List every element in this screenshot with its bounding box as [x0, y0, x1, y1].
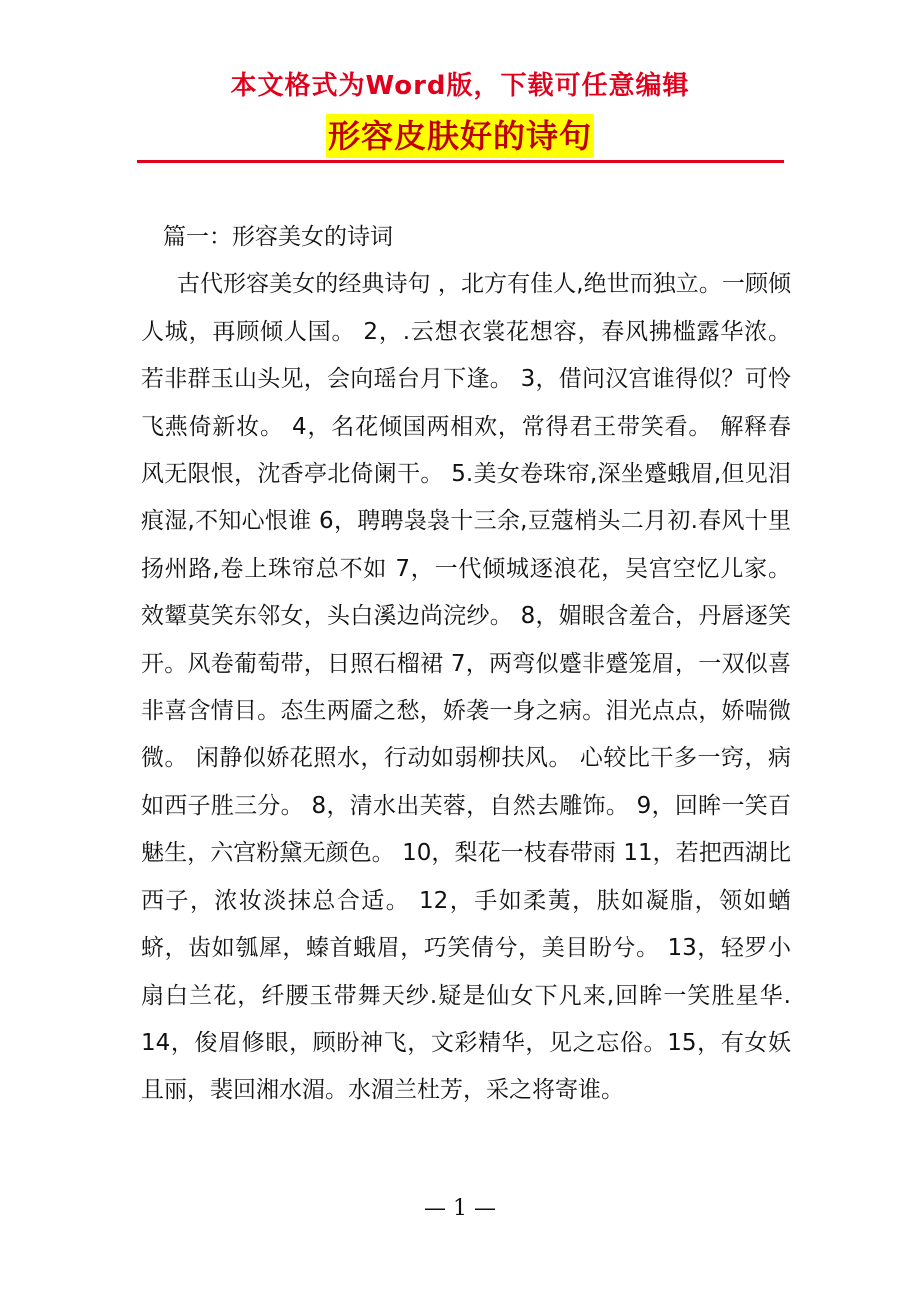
poem-paragraph: 古代形容美女的经典诗句 ，北方有佳人,绝世而独立。一顾倾人城，再顾倾人国。 2，.云想衣裳花想容，春风拂槛露华浓。 若非群玉山头见，会向瑶台月下逢。 3，借问汉宫谁得似？可怜飞燕倚新妆。 4，名花倾国两相欢，常得君王带笑看。 解释春风无限恨，沈香亭北倚阑干。 5.美女卷珠帘,深坐蹙蛾眉,但见泪痕湿,不知心恨谁 6，聘聘袅袅十三余,豆蔻梢头二月初.春风十里扬州路,卷上珠帘总不如 7，一代倾城逐浪花，吴宫空忆儿家。效颦莫笑东邻女，头白溪边尚浣纱。 8，媚眼含羞合，丹唇逐笑开。风卷葡萄带，日照石榴裙 7，两弯似蹙非蹙笼眉，一双似喜非喜含情目。态生两靥之愁，娇袭一身之病。泪光点点，娇喘微微。 闲静似娇花照水，行动如弱柳扶风。 心较比干多一窍，病如西子胜三分。 8，清水出芙蓉，自然去雕饰。 9，回眸一笑百魅生，六宫粉黛无颜色。 10，梨花一枝春带雨 11，若把西湖比西子，浓妆淡抹总合适。 12，手如柔荑，肤如凝脂，领如蝤蛴，齿如瓠犀，螓首蛾眉，巧笑倩兮，美目盼兮。 13，轻罗小扇白兰花，纤腰玉带舞天纱.疑是仙女下凡来,回眸一笑胜星华. 14，俊眉修眼，顾盼神飞，文彩精华，见之忘俗。15，有女妖且丽，裴回湘水湄。水湄兰杜芳，采之将寄谁。: [141, 271, 791, 1104]
page-number: — 1 —: [424, 1196, 496, 1221]
title-wrapper: [0, 114, 920, 158]
section-heading: 篇一：形容美女的诗词: [163, 224, 393, 250]
article-body: [141, 214, 791, 1115]
document-banner: 本文格式为Word版，下载可任意编辑: [230, 71, 690, 101]
title-divider: [137, 160, 784, 163]
document-title: 形容皮肤好的诗句: [326, 114, 594, 158]
